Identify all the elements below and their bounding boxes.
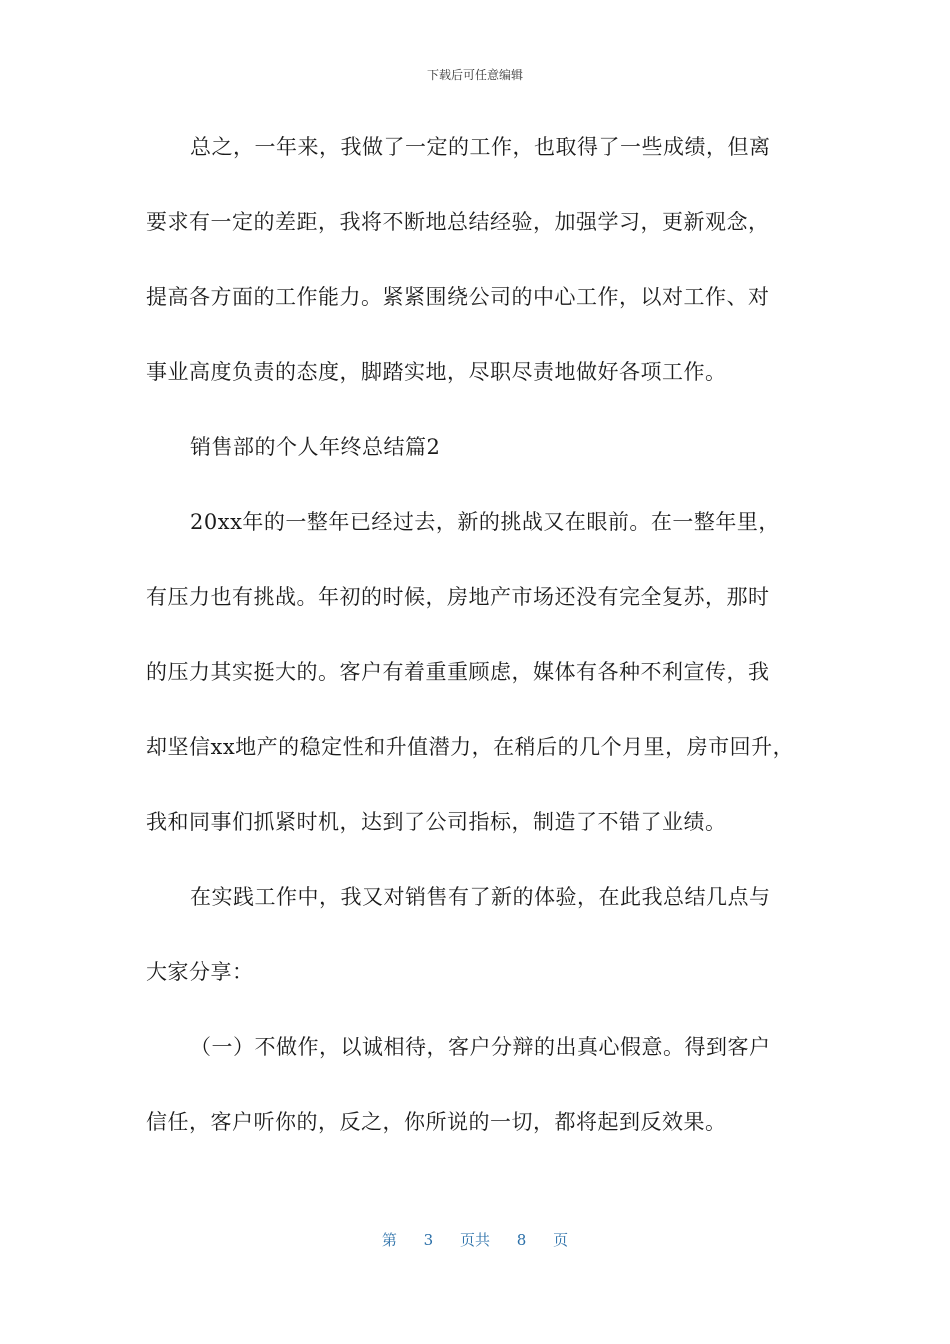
footer-suffix: 页 [553, 1231, 569, 1249]
paragraph-line: 信任，客户听你的，反之，你所说的一切，都将起到反效果。 [146, 1110, 727, 1134]
paragraph-line: 有压力也有挑战。年初的时候，房地产市场还没有完全复苏，那时 [146, 585, 770, 609]
paragraph-line: 在实践工作中，我又对销售有了新的体验，在此我总结几点与 [190, 885, 771, 909]
paragraph-line: 却坚信xx地产的稳定性和升值潜力，在稍后的几个月里，房市回升， [146, 735, 795, 759]
footer-total-pages: 8 [516, 1231, 527, 1249]
paragraph-line: 我和同事们抓紧时机，达到了公司指标，制造了不错了业绩。 [146, 810, 727, 834]
page-footer [0, 1229, 950, 1250]
header-note: 下载后可任意编辑 [426, 68, 523, 82]
paragraph-line: 20xx年的一整年已经过去，新的挑战又在眼前。在一整年里， [190, 510, 780, 534]
footer-current-page: 3 [423, 1231, 434, 1249]
paragraph-line: 大家分享： [146, 960, 254, 984]
paragraph-line: 总之，一年来，我做了一定的工作，也取得了一些成绩，但离 [190, 135, 771, 159]
paragraph-line: 的压力其实挺大的。客户有着重重顾虑，媒体有各种不利宣传，我 [146, 660, 770, 684]
paragraph-line: 事业高度负责的态度，脚踏实地，尽职尽责地做好各项工作。 [146, 360, 727, 384]
paragraph-line: 提高各方面的工作能力。紧紧围绕公司的中心工作，以对工作、对 [146, 285, 770, 309]
paragraph-line: （一）不做作，以诚相待，客户分辩的出真心假意。得到客户 [190, 1035, 771, 1059]
footer-prefix: 第 [381, 1231, 397, 1249]
footer-middle: 页共 [459, 1231, 490, 1249]
paragraph-line: 要求有一定的差距，我将不断地总结经验，加强学习，更新观念， [146, 210, 770, 234]
section-heading: 销售部的个人年终总结篇2 [190, 435, 441, 459]
